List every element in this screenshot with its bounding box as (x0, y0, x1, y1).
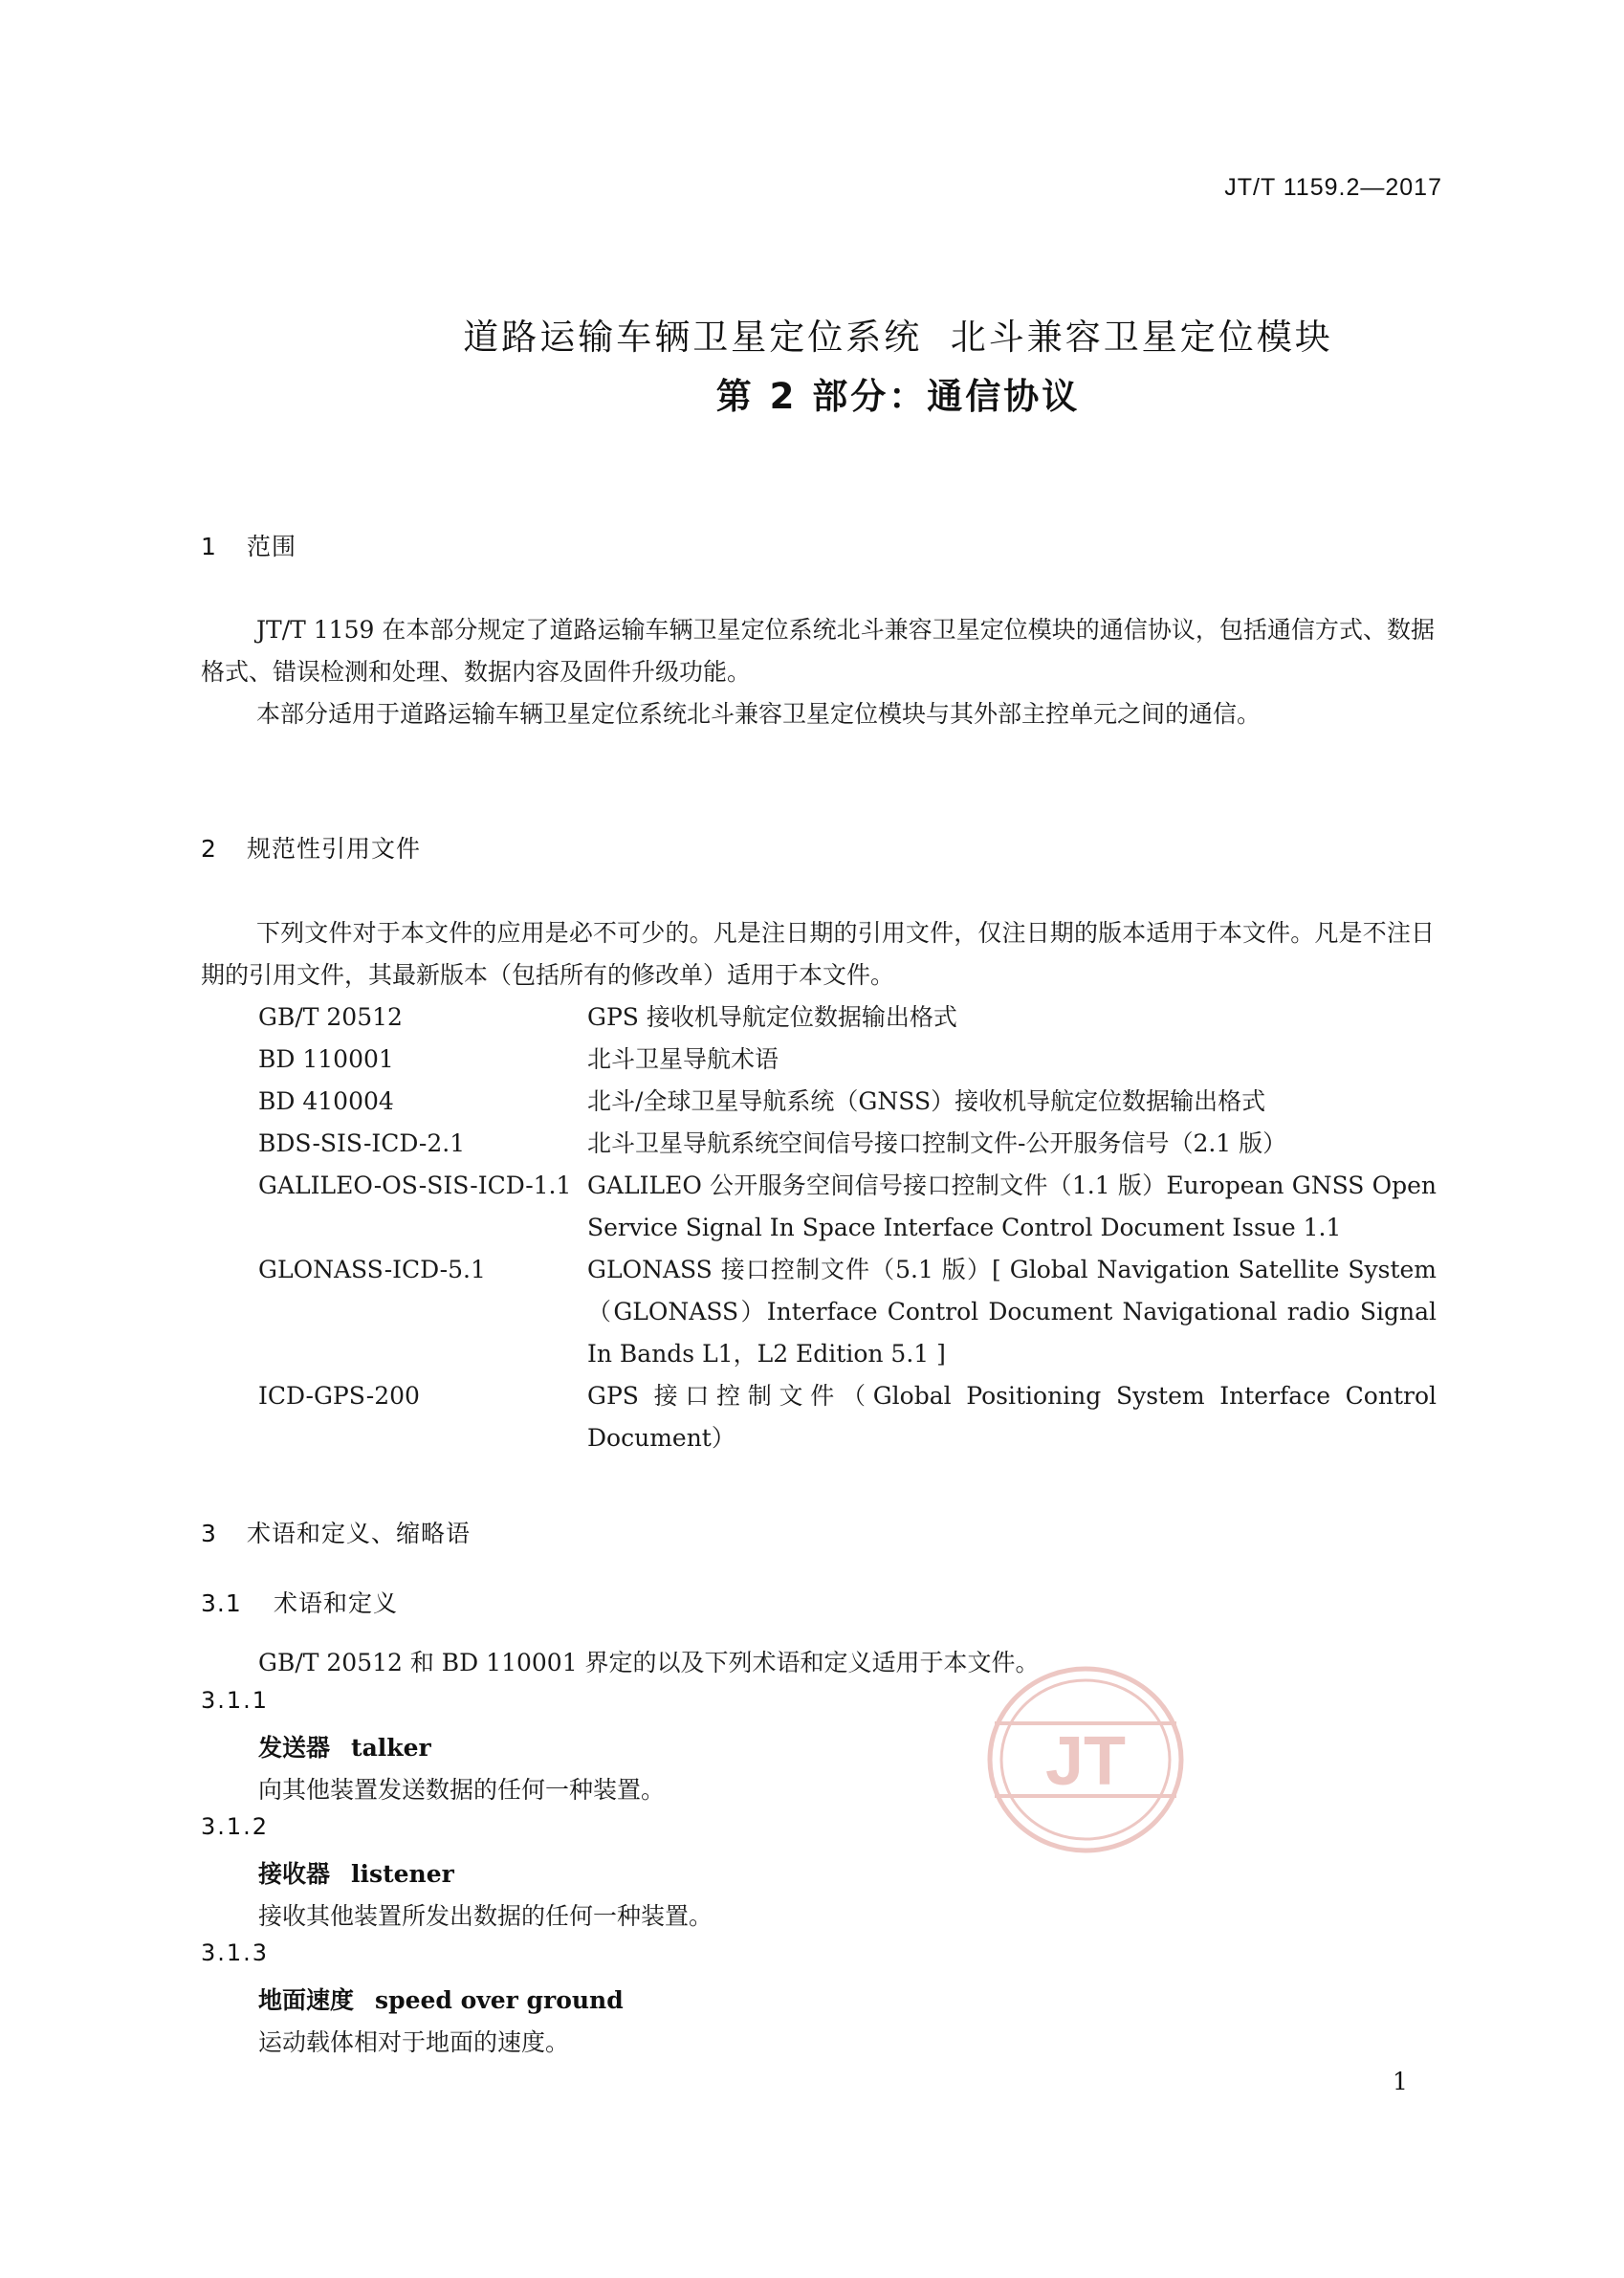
reference-code: BDS-SIS-ICD-2.1 (258, 1129, 466, 1157)
normative-references-list (258, 997, 1437, 1459)
reference-title: 北斗卫星导航系统空间信号接口控制文件-公开服务信号（2.1 版） (587, 1129, 1287, 1157)
section-number: 3 (201, 1520, 217, 1547)
term-zh: 发送器 (258, 1734, 331, 1762)
term-definition: 向其他装置发送数据的任何一种装置。 (258, 1776, 666, 1804)
section-3-1-heading (201, 1585, 398, 1619)
reference-title: GLONASS 接口控制文件（5.1 版）[ Global Navigation Satellite System（GLONASS）Interface Control Document Navigational radio Signal In Bands L1，L2 Edition 5.1 ] (587, 1256, 1437, 1368)
document-title-line1: 道路运输车辆卫星定位系统 北斗兼容卫星定位模块 (463, 317, 1333, 358)
reference-title: 北斗卫星导航术语 (587, 1045, 779, 1073)
reference-row (258, 1165, 1437, 1249)
document-title-line2: 第 2 部分：通信协议 (715, 376, 1081, 417)
reference-code: ICD-GPS-200 (258, 1382, 420, 1410)
section-number: 1 (201, 533, 217, 560)
term-en: talker (351, 1734, 431, 1762)
section-title: 术语和定义 (274, 1589, 399, 1617)
term-definition: 接收其他装置所发出数据的任何一种装置。 (258, 1902, 713, 1930)
section-1-paragraph-1: JT/T 1159 在本部分规定了道路运输车辆卫星定位系统北斗兼容卫星定位模块的通信协议，包括通信方式、数据格式、错误检测和处理、数据内容及固件升级功能。 (201, 616, 1435, 686)
section-3-heading (201, 1515, 471, 1549)
reference-code: GLONASS-ICD-5.1 (258, 1256, 486, 1283)
reference-row (258, 1249, 1437, 1375)
term-number: 3.1.3 (201, 1939, 270, 1966)
term-number: 3.1.1 (201, 1687, 270, 1714)
section-title: 术语和定义、缩略语 (247, 1520, 472, 1547)
term-en: speed over ground (375, 1986, 624, 2014)
page-number: 1 (1393, 2068, 1408, 2095)
reference-row (258, 1375, 1437, 1459)
reference-row (258, 1081, 1437, 1123)
reference-row (258, 1039, 1437, 1081)
section-2-heading (201, 830, 421, 865)
term-heading (258, 1982, 624, 2016)
reference-code: BD 110001 (258, 1045, 394, 1073)
section-number: 3.1 (201, 1589, 242, 1617)
section-2-paragraph-1: 下列文件对于本文件的应用是必不可少的。凡是注日期的引用文件，仅注日期的版本适用于本文件。凡是不注日期的引用文件，其最新版本（包括所有的修改单）适用于本文件。 (201, 919, 1435, 989)
section-3-1-intro: GB/T 20512 和 BD 110001 界定的以及下列术语和定义适用于本文件。 (258, 1649, 1040, 1676)
term-zh: 接收器 (258, 1860, 331, 1888)
reference-code: BD 410004 (258, 1087, 394, 1115)
reference-title: GPS 接收机导航定位数据输出格式 (587, 1003, 957, 1031)
term-zh: 地面速度 (258, 1986, 355, 2014)
term-number: 3.1.2 (201, 1813, 270, 1840)
reference-row (258, 1123, 1437, 1165)
term-definition: 运动载体相对于地面的速度。 (258, 2028, 570, 2056)
section-number: 2 (201, 835, 217, 863)
reference-title: GPS 接口控制文件（Global Positioning System Interface Control Document） (587, 1382, 1437, 1452)
reference-code: GB/T 20512 (258, 1003, 403, 1031)
section-1-paragraph-2: 本部分适用于道路运输车辆卫星定位系统北斗兼容卫星定位模块与其外部主控单元之间的通信。 (256, 700, 1262, 728)
jt-watermark-stamp (985, 1664, 1186, 1855)
section-title: 规范性引用文件 (247, 835, 422, 863)
section-1-heading (201, 528, 296, 562)
reference-title: GALILEO 公开服务空间信号接口控制文件（1.1 版）European GNSS Open Service Signal In Space Interface Control Document Issue 1.1 (587, 1172, 1437, 1241)
term-heading (258, 1855, 454, 1890)
term-heading (258, 1729, 431, 1763)
section-title: 范围 (247, 533, 297, 560)
term-en: listener (351, 1860, 454, 1888)
reference-title: 北斗/全球卫星导航系统（GNSS）接收机导航定位数据输出格式 (587, 1087, 1266, 1115)
reference-row (258, 997, 1437, 1039)
stamp-text: JT (1044, 1723, 1127, 1800)
standard-code: JT/T 1159.2—2017 (1224, 174, 1442, 201)
reference-code: GALILEO-OS-SIS-ICD-1.1 (258, 1172, 572, 1199)
